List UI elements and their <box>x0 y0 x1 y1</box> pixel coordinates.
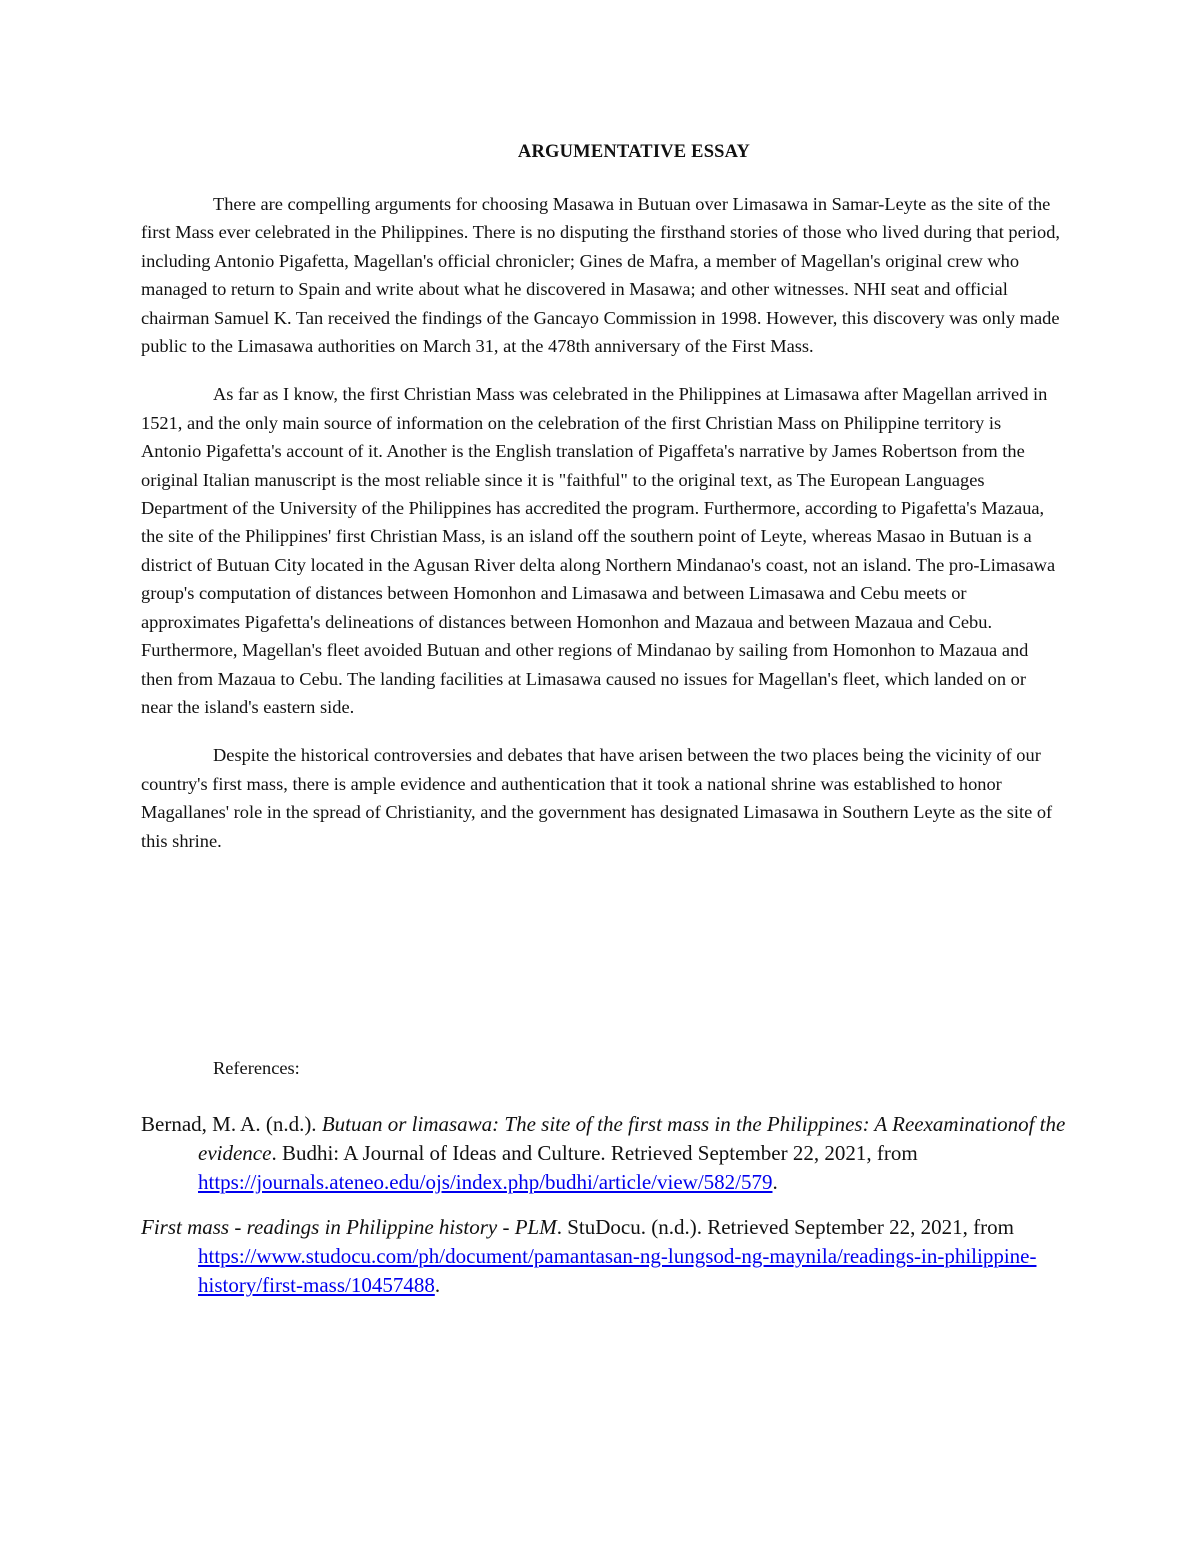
reference-end: . <box>434 1273 441 1297</box>
essay-paragraph-3: Despite the historical controversies and debates that have arisen between the two places being the vicinity of our country's first mass, there is ample evidence and authentication that it took a national shrine was established to honor Magallanes' role in the spread of Christianity, and the government has designated Limasawa in Southern Leyte as the site of this shrine. <box>141 745 1053 851</box>
reference-source: . StuDocu. (n.d.). Retrieved September 22, 2021, from <box>556 1215 1014 1239</box>
reference-link[interactable]: https://journals.ateneo.edu/ojs/index.php/budhi/article/view/582/579 <box>198 1170 773 1194</box>
references-list <box>141 1110 1071 1316</box>
essay-body <box>141 190 1061 875</box>
essay-paragraph-1: There are compelling arguments for choosing Masawa in Butuan over Limasawa in Samar-Leyte as the site of the first Mass ever celebrated in the Philippines. There is no disputing the firsthand stories of those who lived during that period, including Antonio Pigafetta, Magellan's official chronicler; Gines de Mafra, a member of Magellan's original crew who managed to return to Spain and write about what he discovered in Masawa; and other witnesses. NHI seat and official chairman Samuel K. Tan received the findings of the Gancayo Commission in 1998. However, this discovery was only made public to the Limasawa authorities on March 31, at the 478th anniversary of the First Mass. <box>141 194 1061 357</box>
reference-end: . <box>772 1170 778 1194</box>
reference-author: Bernad, M. A. (n.d.). <box>141 1112 322 1136</box>
reference-link[interactable]: https://www.studocu.com/ph/document/pamantasan-ng-lungsod-ng-maynila/readings-in-philippine-history/first-mass/10457488 <box>198 1244 1037 1297</box>
reference-source: . Budhi: A Journal of Ideas and Culture. Retrieved September 22, 2021, from <box>271 1141 918 1165</box>
essay-title: ARGUMENTATIVE ESSAY <box>517 142 751 162</box>
reference-entry-2 <box>141 1213 1071 1300</box>
essay-paragraph-2: As far as I know, the first Christian Mass was celebrated in the Philippines at Limasawa after Magellan arrived in 1521, and the only main source of information on the celebration of the first Christian Mass on Philippine territory is Antonio Pigafetta's account of it. Another is the English translation of Pigaffeta's narrative by James Robertson from the original Italian manuscript is the most reliable since it is "faithful" to the original text, as The European Languages Department of the University of the Philippines has accredited the program. Furthermore, according to Pigafetta's Mazaua, the site of the Philippines' first Christian Mass, is an island off the southern point of Leyte, whereas Masao in Butuan is a district of Butuan City located in the Agusan River delta along Northern Mindanao's coast, not an island. The pro-Limasawa group's computation of distances between Homonhon and Limasawa and between Limasawa and Cebu meets or approximates Pigafetta's delineations of distances between Homonhon and Mazaua and between Mazaua and Cebu. Furthermore, Magellan's fleet avoided Butuan and other regions of Mindanao by sailing from Homonhon to Mazaua and then from Mazaua to Cebu. The landing facilities at Limasawa caused no issues for Magellan's fleet, which landed on or near the island's eastern side. <box>141 384 1056 717</box>
references-heading: References: <box>213 1058 300 1078</box>
reference-entry-1 <box>141 1110 1071 1197</box>
reference-title: First mass - readings in Philippine history - PLM <box>141 1215 557 1239</box>
reference-title: Butuan or limasawa: The site of the first mass in the Philippines: A Reexaminationof the evidence <box>198 1112 1066 1165</box>
